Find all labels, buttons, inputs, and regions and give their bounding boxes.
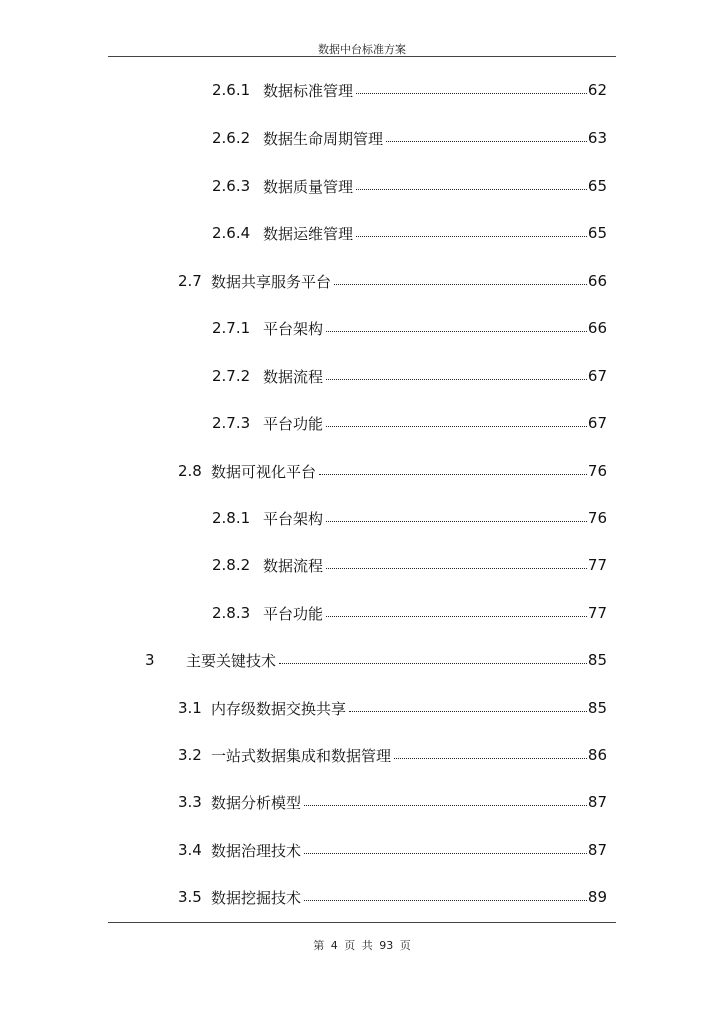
- toc-dot-leader: [326, 567, 587, 569]
- toc-entry-number: 2.7.1: [212, 319, 251, 337]
- header-rule: [108, 56, 616, 57]
- toc-entry[interactable]: [212, 174, 607, 198]
- toc-entry-title: 数据共享服务平台: [211, 272, 332, 291]
- toc-dot-leader: [356, 92, 587, 94]
- toc-entry-number: 2.7: [178, 272, 202, 290]
- toc-entry-title: 数据生命周期管理: [263, 129, 384, 148]
- toc-entry[interactable]: [178, 743, 607, 767]
- toc-entry[interactable]: [178, 838, 607, 862]
- toc-entry-number: 2.6.3: [212, 177, 251, 195]
- toc-entry-number: 3.3: [178, 793, 202, 811]
- toc-entry-number: 2.6.2: [212, 129, 251, 147]
- toc-entry-page: 67: [587, 367, 607, 385]
- toc-entry[interactable]: [212, 126, 607, 150]
- toc-entry-page: 67: [587, 414, 607, 432]
- toc-entry[interactable]: [212, 601, 607, 625]
- toc-entry[interactable]: [178, 790, 607, 814]
- toc-entry-page: 76: [587, 509, 607, 527]
- toc-entry-number: 2.8.2: [212, 556, 251, 574]
- toc-dot-leader: [326, 330, 587, 332]
- toc-dot-leader: [349, 710, 587, 712]
- toc-entry-number: 2.8.3: [212, 604, 251, 622]
- toc-dot-leader: [356, 235, 587, 237]
- toc-entry[interactable]: [212, 506, 607, 530]
- toc-entry-title: 数据治理技术: [211, 841, 302, 860]
- toc-dot-leader: [326, 520, 587, 522]
- toc-entry-number: 3: [145, 651, 155, 669]
- toc-entry-page: 77: [587, 556, 607, 574]
- toc-entry-page: 65: [587, 177, 607, 195]
- toc-entry-page: 87: [587, 841, 607, 859]
- toc-dot-leader: [356, 188, 587, 190]
- toc-entry-number: 2.8.1: [212, 509, 251, 527]
- toc-entry-title: 平台功能: [263, 604, 324, 623]
- toc-entry-title: 一站式数据集成和数据管理: [211, 746, 392, 765]
- footer-rule: [108, 922, 616, 923]
- toc-entry-title: 数据挖掘技术: [211, 888, 302, 907]
- toc-entry-page: 63: [587, 129, 607, 147]
- toc-entry-title: 数据分析模型: [211, 793, 302, 812]
- toc-dot-leader: [326, 425, 587, 427]
- toc-entry[interactable]: [212, 553, 607, 577]
- toc-entry-title: 数据标准管理: [263, 81, 354, 100]
- toc-entry-page: 85: [587, 651, 607, 669]
- toc-entry[interactable]: [178, 696, 607, 720]
- toc-entry-page: 65: [587, 224, 607, 242]
- toc-entry-number: 3.2: [178, 746, 202, 764]
- toc-entry-number: 3.5: [178, 888, 202, 906]
- toc-entry-page: 66: [587, 272, 607, 290]
- toc-entry-title: 内存级数据交换共享: [211, 699, 347, 718]
- toc-dot-leader: [326, 378, 587, 380]
- toc-dot-leader: [326, 615, 587, 617]
- toc-entry-page: 62: [587, 81, 607, 99]
- toc-entry-number: 2.7.3: [212, 414, 251, 432]
- toc-dot-leader: [279, 662, 587, 664]
- toc-entry-page: 85: [587, 699, 607, 717]
- toc-entry-number: 2.6.4: [212, 224, 251, 242]
- toc-entry-title: 主要关键技术: [186, 651, 277, 670]
- toc-entry-number: 3.1: [178, 699, 202, 717]
- toc-entry-page: 87: [587, 793, 607, 811]
- toc-dot-leader: [319, 473, 587, 475]
- toc-entry[interactable]: [178, 269, 607, 293]
- toc-entry-number: 3.4: [178, 841, 202, 859]
- toc-entry-title: 平台功能: [263, 414, 324, 433]
- toc-dot-leader: [394, 757, 587, 759]
- toc-entry-title: 数据可视化平台: [211, 462, 317, 481]
- toc-dot-leader: [304, 852, 587, 854]
- toc-entry-number: 2.6.1: [212, 81, 251, 99]
- toc-entry[interactable]: [178, 459, 607, 483]
- toc-entry[interactable]: [212, 411, 607, 435]
- toc-entry-number: 2.7.2: [212, 367, 251, 385]
- running-header-title: 数据中台标准方案: [318, 43, 406, 56]
- toc-dot-leader: [334, 283, 587, 285]
- toc-entry-number: 2.8: [178, 462, 202, 480]
- toc-entry-page: 76: [587, 462, 607, 480]
- toc-dot-leader: [386, 140, 587, 142]
- toc-entry-title: 数据质量管理: [263, 177, 354, 196]
- toc-entry-title: 数据流程: [263, 556, 324, 575]
- toc-entry-title: 数据流程: [263, 367, 324, 386]
- toc-entry-page: 66: [587, 319, 607, 337]
- toc-entry-title: 平台架构: [263, 509, 324, 528]
- toc-entry[interactable]: [145, 648, 607, 672]
- toc-entry[interactable]: [212, 316, 607, 340]
- page-footer: 第 4 页 共 93 页: [313, 939, 411, 952]
- toc-entry-page: 89: [587, 888, 607, 906]
- toc-entry[interactable]: [212, 78, 607, 102]
- toc-entry[interactable]: [212, 221, 607, 245]
- toc-dot-leader: [304, 804, 587, 806]
- toc-entry-title: 数据运维管理: [263, 224, 354, 243]
- toc-entry-title: 平台架构: [263, 319, 324, 338]
- toc-entry[interactable]: [178, 885, 607, 909]
- toc-entry-page: 77: [587, 604, 607, 622]
- toc-entry-page: 86: [587, 746, 607, 764]
- toc-entry[interactable]: [212, 364, 607, 388]
- toc-dot-leader: [304, 899, 587, 901]
